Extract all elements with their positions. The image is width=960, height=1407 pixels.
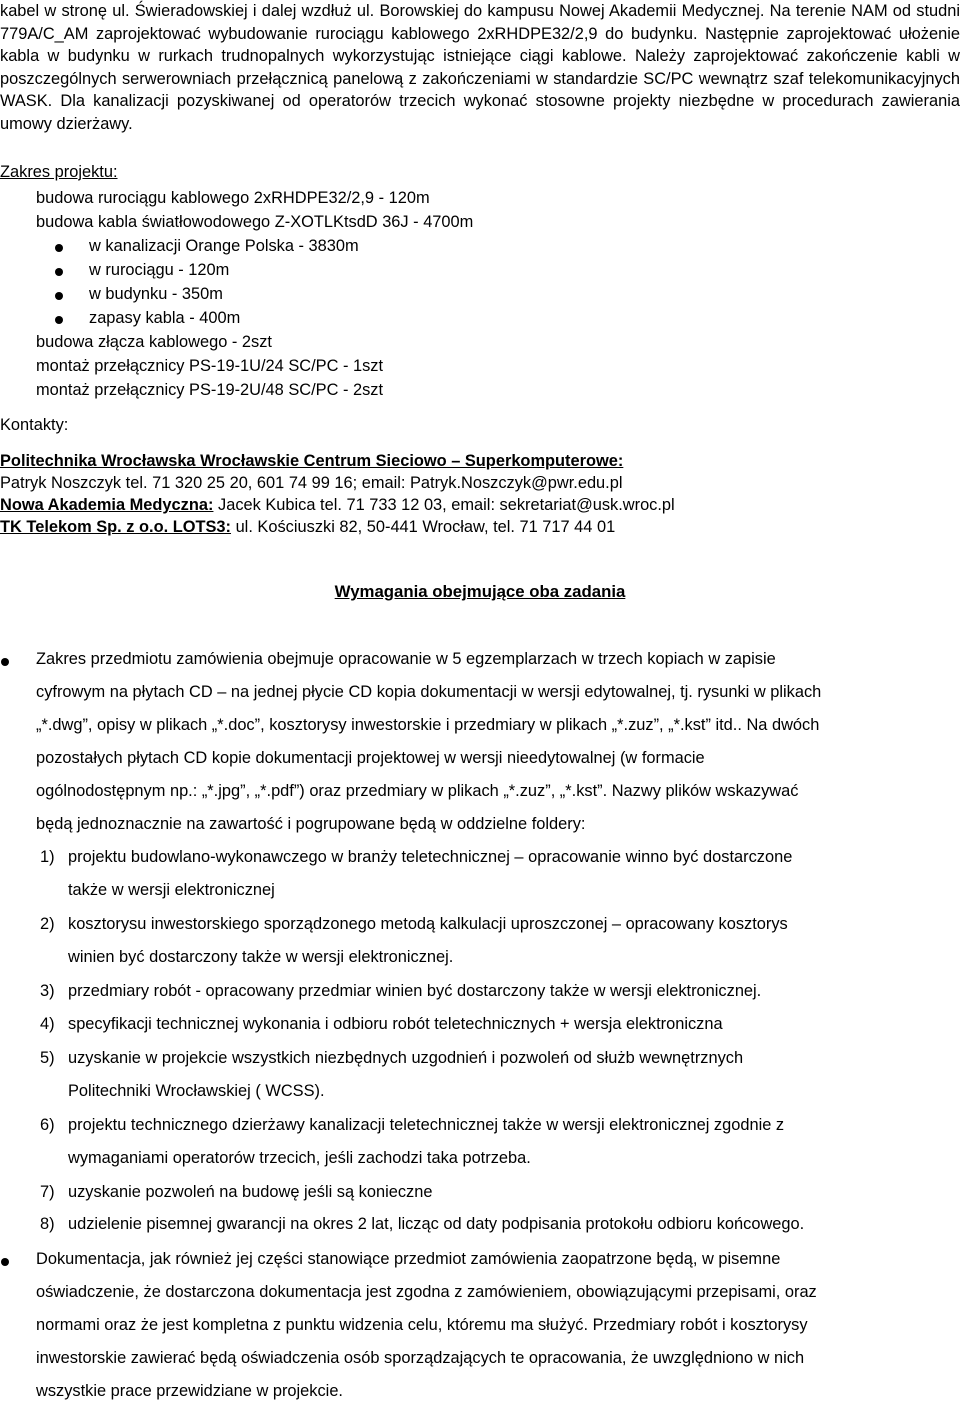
scope-sub-item: zapasy kabla - 400m: [89, 309, 241, 327]
scope-line-patch-panel-1u: montaż przełącznicy PS-19-1U/24 SC/PC - 1szt: [36, 357, 384, 375]
scope-sub-item: w rurociągu - 120m: [89, 261, 230, 279]
paragraph-line: inwestorskie zawierać będą oświadczenia osób sporządzających te opracowania, że uwzględniono w nich: [36, 1349, 805, 1367]
list-number: 6): [40, 1116, 55, 1134]
bullet-icon: [55, 244, 63, 252]
list-number: 8): [40, 1215, 55, 1233]
list-number: 2): [40, 915, 55, 933]
scope-sub-item: w budynku - 350m: [89, 285, 223, 303]
contact-tk-label: TK Telekom Sp. z o.o. LOTS3:: [0, 518, 232, 536]
contact-nam-label: Nowa Akademia Medyczna:: [0, 496, 214, 514]
list-number: 1): [40, 848, 55, 866]
list-item: wymaganiami operatorów trzecich, jeśli zachodzi taka potrzeba.: [68, 1149, 531, 1167]
contact-tk-row: [0, 518, 615, 537]
paragraph-line: ogólnodostępnym np.: „*.jpg”, „*.pdf”) oraz przedmiary w plikach „*.zuz”, „*.kst”. Nazwy plików wskazywać: [36, 782, 799, 800]
bullet-icon: [55, 316, 63, 324]
requirements-title: Wymagania obejmujące oba zadania: [334, 582, 626, 601]
scope-sub-item: w kanalizacji Orange Polska - 3830m: [89, 237, 359, 255]
list-item: kosztorysu inwestorskiego sporządzonego metodą kalkulacji uproszczonej – opracowany kosztorys: [68, 915, 788, 933]
contacts-heading: Kontakty:: [0, 416, 69, 434]
scope-line-fiber-cable: budowa kabla światłowodowego Z-XOTLKtsdD 36J - 4700m: [36, 213, 474, 231]
project-scope-heading: Zakres projektu:: [0, 163, 118, 181]
contact-pwr-person: Patryk Noszczyk tel. 71 320 25 20, 601 74 99 16; email: Patryk.Noszczyk@pwr.edu.pl: [0, 474, 623, 492]
list-number: 3): [40, 982, 55, 1000]
contact-pwr-label: Politechnika Wrocławska Wrocławskie Centrum Sieciowo – Superkomputerowe:: [0, 452, 624, 470]
paragraph-line: oświadczenie, że dostarczona dokumentacja jest zgodna z zamówieniem, obowiązującymi przepisami, oraz: [36, 1283, 817, 1301]
contact-nam-person: Jacek Kubica tel. 71 733 12 03, email: sekretariat@usk.wroc.pl: [213, 496, 675, 514]
bullet-icon: [55, 268, 63, 276]
list-item: przedmiary robót - opracowany przedmiar winien być dostarczony także w wersji elektronicznej.: [68, 982, 762, 1000]
list-item: projektu technicznego dzierżawy kanalizacji teletechnicznej także w wersji elektronicznej zgodnie z: [68, 1116, 785, 1134]
intro-paragraph: kabel w stronę ul. Świeradowskiej i dalej wzdłuż ul. Borowskiej do kampusu Nowej Akademii Medycznej. Na terenie NAM od studni 779A/C_AM zaprojektować wybudowanie rurociągu kablowego 2xRHDPE32/2,9 do budynku. Następnie zaprojektować ułożenie kabla w budynku w rurkach trudnopalnych wykorzystując istniejące ciągi kablowe. Należy zaprojektować zakończenie kabli w poszczególnych serwerowniach przełącznicą panelową z zakończeniami w standardzie SC/PC wewnątrz szaf telekomunikacyjnych WASK. Dla kanalizacji pozyskiwanej od operatorów trzecich wykonać stosowne projekty niezbędne w procedurach zawierania umowy dzierżawy.: [0, 2, 960, 133]
paragraph-line: normami oraz że jest kompletna z punktu widzenia celu, któremu ma służyć. Przedmiary robót i kosztorysy: [36, 1316, 808, 1334]
bullet-icon: [55, 292, 63, 300]
paragraph-line: Zakres przedmiotu zamówienia obejmuje opracowanie w 5 egzemplarzach w trzech kopiach w zapisie: [36, 650, 776, 668]
contact-nam-row: [0, 496, 675, 515]
list-item: projektu budowlano-wykonawczego w branży teletechnicznej – opracowanie winno być dostarczone: [68, 848, 793, 866]
list-item: winien być dostarczony także w wersji elektronicznej.: [68, 948, 454, 966]
bullet-icon: [1, 1258, 9, 1266]
paragraph-line: „*.dwg”, opisy w plikach „*.doc”, kosztorysy inwestorskie i przedmiary w plikach „*.zuz”, „*.kst” itd.. Na dwóch: [36, 716, 820, 734]
scope-line-patch-panel-2u: montaż przełącznicy PS-19-2U/48 SC/PC - 2szt: [36, 381, 384, 399]
scope-line-joint: budowa złącza kablowego - 2szt: [36, 333, 272, 351]
list-number: 7): [40, 1183, 55, 1201]
list-item: specyfikacji technicznej wykonania i odbioru robót teletechnicznych + wersja elektroniczna: [68, 1015, 723, 1033]
list-item: także w wersji elektronicznej: [68, 881, 275, 899]
list-number: 5): [40, 1049, 55, 1067]
paragraph-line: Dokumentacja, jak również jej części stanowiące przedmiot zamówienia zaopatrzone będą, w pisemne: [36, 1250, 781, 1268]
paragraph-line: cyfrowym na płytach CD – na jednej płycie CD kopia dokumentacji w wersji edytowalnej, tj. rysunki w plikach: [36, 683, 822, 701]
bullet-icon: [1, 658, 9, 666]
list-item: udzielenie pisemnej gwarancji na okres 2 lat, licząc od daty podpisania protokołu odbioru końcowego.: [68, 1215, 805, 1233]
list-item: uzyskanie w projekcie wszystkich niezbędnych uzgodnień i pozwoleń od służb wewnętrznych: [68, 1049, 744, 1067]
paragraph-line: wszystkie prace przewidziane w projekcie.: [36, 1382, 343, 1400]
paragraph-line: pozostałych płytach CD kopie dokumentacji projektowej w wersji nieedytowalnej (w formacie: [36, 749, 705, 767]
list-item: Politechniki Wrocławskiej ( WCSS).: [68, 1082, 325, 1100]
list-number: 4): [40, 1015, 55, 1033]
paragraph-line: będą jednoznacznie na zawartość i pogrupowane będą w oddzielne foldery:: [36, 815, 586, 833]
scope-line-conduit: budowa rurociągu kablowego 2xRHDPE32/2,9 - 120m: [36, 189, 430, 207]
contact-tk-person: ul. Kościuszki 82, 50-441 Wrocław, tel. 71 717 44 01: [231, 518, 616, 536]
list-item: uzyskanie pozwoleń na budowę jeśli są konieczne: [68, 1183, 433, 1201]
